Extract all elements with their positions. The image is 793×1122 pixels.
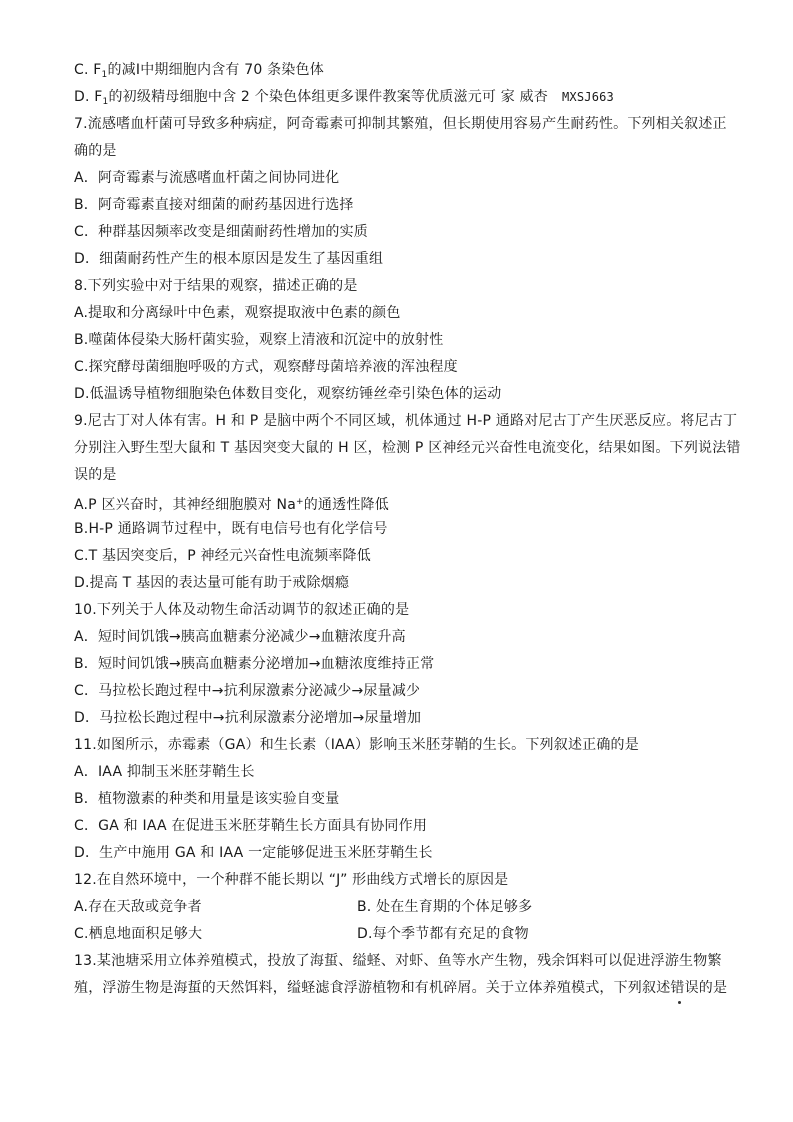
option-b-q11: B．植物激素的种类和用量是该实验自变量: [74, 791, 340, 807]
question-10-stem: 10.下列关于人体及动物生命活动调节的叙述正确的是: [74, 602, 410, 618]
option-a-q9: A.P 区兴奋时，其神经细胞膜对 Na+的通透性降低: [74, 497, 389, 513]
question-13-stem: 13.某池塘采用立体养殖模式，投放了海蜇、缢蛏、对虾、鱼等水产生物，残余饵料可以促进浮游生物繁: [74, 953, 722, 969]
option-d-q10: D．马拉松长跑过程中→抗利尿激素分泌增加→尿量增加: [74, 710, 422, 726]
question-12-stem: 12.在自然环境中，一个种群不能长期以 “J” 形曲线方式增长的原因是: [74, 872, 509, 888]
option-c-q7: C．种群基因频率改变是细菌耐药性增加的实质: [74, 224, 368, 240]
option-b-q9: B.H-P 通路调节过程中，既有电信号也有化学信号: [74, 521, 388, 537]
option-a-q11: A．IAA 抑制玉米胚芽鞘生长: [74, 764, 255, 780]
question-8-stem: 8.下列实验中对于结果的观察，描述正确的是: [74, 278, 358, 294]
options-ab-q12: [74, 897, 533, 917]
option-a-q8: A.提取和分离绿叶中色素，观察提取液中色素的颜色: [74, 305, 401, 321]
option-d-q9: D.提高 T 基因的表达量可能有助于戒除烟瘾: [74, 575, 350, 591]
option-b-q12: B. 处在生育期的个体足够多: [357, 899, 533, 915]
option-c-q12: C.栖息地面积足够大: [74, 926, 203, 942]
option-c-q11: C．GA 和 IAA 在促进玉米胚芽鞘生长方面具有协同作用: [74, 818, 428, 834]
question-11-stem: 11.如图所示，赤霉素（GA）和生长素（IAA）影响玉米胚芽鞘的生长。下列叙述正确的是: [74, 737, 639, 753]
option-a-q12: A.存在天敌或竞争者: [74, 899, 202, 915]
option-a-q10: A．短时间饥饿→胰高血糖素分泌减少→血糖浓度升高: [74, 629, 406, 645]
question-9-stem-end: 误的是: [74, 467, 117, 483]
option-d-q12: D.每个季节都有充足的食物: [357, 926, 529, 942]
watermark-code: MXSJ663: [562, 90, 614, 104]
question-7-stem: 7.流感嗜血杆菌可导致多种病症，阿奇霉素可抑制其繁殖，但长期使用容易产生耐药性。下列相关叙述正: [74, 116, 727, 132]
question-7-stem-cont: 确的是: [74, 143, 117, 159]
question-13-stem-cont: 殖，浮游生物是海蜇的天然饵料，缢蛏滤食浮游植物和有机碎屑。关于立体养殖模式，下列叙述错误的是: [74, 980, 728, 996]
option-b-q10: B．短时间饥饿→胰高血糖素分泌增加→血糖浓度维持正常: [74, 656, 435, 672]
stray-dot: [678, 1001, 681, 1004]
option-c-q8: C.探究酵母菌细胞呼吸的方式，观察酵母菌培养液的浑浊程度: [74, 359, 458, 375]
question-9-stem: 9.尼古丁对人体有害。H 和 P 是脑中两个不同区域，机体通过 H-P 通路对尼古丁产生厌恶反应。将尼古丁: [74, 413, 738, 429]
option-d-q7: D．细菌耐药性产生的根本原因是发生了基因重组: [74, 251, 384, 267]
option-b-q8: B.噬菌体侵染大肠杆菌实验，观察上清液和沉淀中的放射性: [74, 332, 444, 348]
option-d-q11: D．生产中施用 GA 和 IAA 一定能够促进玉米胚芽鞘生长: [74, 845, 433, 861]
question-9-stem-cont: 分别注入野生型大鼠和 T 基因突变大鼠的 H 区，检测 P 区神经元兴奋性电流变化，结果如图。下列说法错: [74, 440, 741, 456]
option-c-q10: C．马拉松长跑过程中→抗利尿激素分泌减少→尿量减少: [74, 683, 421, 699]
option-d-q6: D. $F_1$的初级精母细胞中含 2 个染色体组更多课件教案等优质滋元可 家 威杏 MXSJ663: [74, 89, 614, 107]
option-c-q6: C. $F_1$的减Ⅰ中期细胞内含有 70 条染色体: [74, 62, 324, 80]
option-c-q9: C.T 基因突变后，P 神经元兴奋性电流频率降低: [74, 548, 371, 564]
option-d-q8: D.低温诱导植物细胞染色体数目变化，观察纺锤丝牵引染色体的运动: [74, 386, 502, 402]
option-a-q7: A．阿奇霉素与流感嗜血杆菌之间协同进化: [74, 170, 340, 186]
option-b-q7: B．阿奇霉素直接对细菌的耐药基因进行选择: [74, 197, 354, 213]
options-cd-q12: [74, 924, 529, 944]
